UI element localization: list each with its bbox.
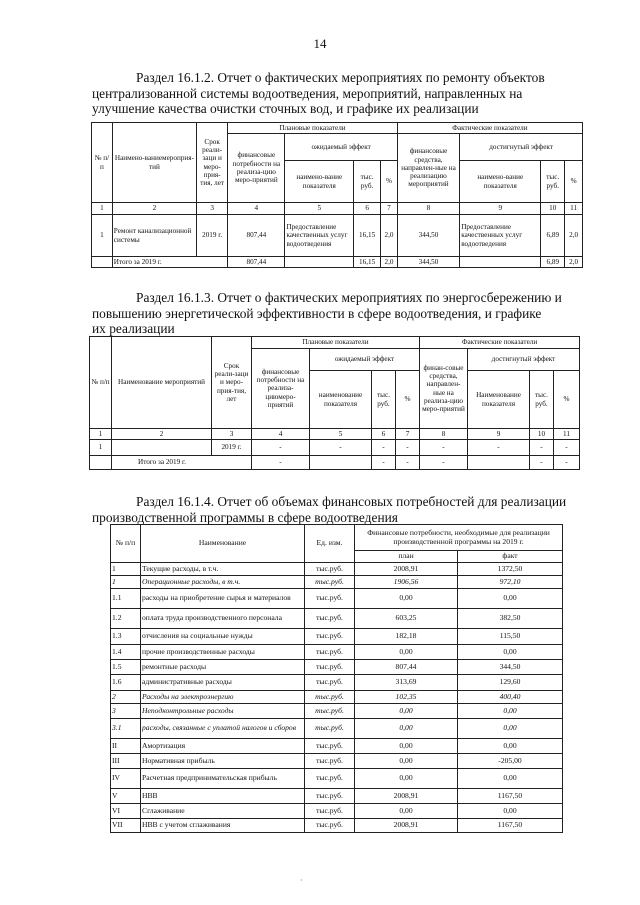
total-plan-fin: 807,44 (228, 257, 285, 268)
table-16-1-4 (110, 524, 563, 833)
column-number: 7 (381, 203, 398, 215)
cell-num: V (111, 789, 141, 804)
cell-fact: 129,60 (458, 675, 563, 691)
cell-num: 1 (90, 440, 112, 456)
cell-fact-pct: - (554, 440, 580, 456)
cell-unit: тыс.руб. (305, 645, 355, 660)
heading-line: централизованной системы водоотведения, мероприятий, направленных на (92, 85, 523, 101)
cell-unit: тыс.руб. (305, 739, 355, 754)
cell-eff-name: - (310, 440, 372, 456)
col-header-plan-fin: финансовые потребности на реализа-цию меро-приятий (228, 134, 285, 203)
column-number: 8 (420, 429, 468, 440)
column-number: 1 (90, 429, 112, 440)
col-header-plan: Плановые показатели (252, 337, 420, 349)
cell-fact: 0,00 (458, 739, 563, 754)
table-16-1-3 (89, 336, 580, 470)
col-header-fact-fin: финан-совые средства, направлен-ные на реализа-цию меро-приятий (420, 349, 468, 429)
total-fact-fin: 344,50 (397, 257, 459, 268)
page-mark: · (300, 876, 303, 885)
cell-fact-eff-name: Предоставление качественных услуг водоотведения (460, 215, 541, 257)
table-row (111, 675, 563, 691)
cell-num: 1 (92, 215, 113, 257)
heading-line: производственной программы в сфере водоотведения (92, 509, 398, 525)
col-header-fact: факт (458, 551, 563, 563)
cell-plan: 2008,91 (355, 563, 458, 576)
cell-name: Операционные расходы, в т.ч. (141, 576, 305, 589)
cell-unit: тыс.руб. (305, 629, 355, 645)
cell-plan: 0,00 (355, 754, 458, 769)
cell-unit: тыс.руб. (305, 691, 355, 704)
cell-name: Неподконтрольные расходы (141, 704, 305, 719)
cell-unit: тыс.руб. (305, 660, 355, 675)
cell-num: IV (111, 769, 141, 789)
cell-plan: 182,18 (355, 629, 458, 645)
column-number: 11 (554, 429, 580, 440)
table-row (111, 589, 563, 609)
cell-plan-fin: - (252, 440, 310, 456)
column-number: 10 (530, 429, 554, 440)
column-number: 6 (372, 429, 396, 440)
cell-plan: 0,00 (355, 804, 458, 819)
cell-name: административные расходы (141, 675, 305, 691)
total-fact-fin: - (420, 456, 468, 470)
cell-fact-eff-name: - (468, 440, 530, 456)
col-header-eff-name: наименование показателя (310, 371, 372, 429)
table-row (111, 576, 563, 589)
total-label: Итого за 2019 г. (112, 456, 252, 470)
col-header-pct: % (381, 161, 398, 203)
cell-num: 1.3 (111, 629, 141, 645)
col-header-plan-eff: ожидаемый эффект (310, 349, 420, 371)
col-header-name: Наименование мероприятий (112, 337, 212, 429)
heading-line: Раздел 16.1.4. Отчет об объемах финансовых потребностей для реализации (136, 494, 567, 509)
table-row (111, 739, 563, 754)
total-pct: 2,0 (381, 257, 398, 268)
column-number: 4 (252, 429, 310, 440)
heading-line: Раздел 16.1.3. Отчет о фактических мероприятиях по энергосбережению и (136, 290, 562, 305)
cell-num: 1.2 (111, 609, 141, 629)
cell-fact: 1167,50 (458, 819, 563, 833)
cell-plan: 603,25 (355, 609, 458, 629)
cell-name: Расходы на электроэнергию (141, 691, 305, 704)
column-number: 5 (285, 203, 354, 215)
cell-eff-val: - (372, 440, 396, 456)
cell-plan: 0,00 (355, 769, 458, 789)
col-header-plan-fin: финансовые потребности на реализа-циюмеро-приятий (252, 349, 310, 429)
column-number-row (92, 203, 583, 215)
cell-plan: 1906,56 (355, 576, 458, 589)
column-number: 6 (354, 203, 381, 215)
col-header-eff-val: тыс. руб. (372, 371, 396, 429)
col-header-eff-val: тыс. руб. (354, 161, 381, 203)
cell-fact-fin: 344,50 (397, 215, 459, 257)
heading-line: их реализации (92, 321, 175, 336)
section-16-1-3-heading (92, 290, 578, 337)
column-number-row (90, 429, 580, 440)
column-number: 10 (541, 203, 565, 215)
col-header-term: Срок реали-заци и меро-прия-тия, лет (197, 123, 228, 203)
cell-name: оплата труда производственного персонала (141, 609, 305, 629)
table-row (111, 704, 563, 719)
total-pct: - (396, 456, 420, 470)
column-number: 5 (310, 429, 372, 440)
cell-num: 1.4 (111, 645, 141, 660)
column-number: 2 (112, 429, 212, 440)
cell-eff-val: 16,15 (354, 215, 381, 257)
cell-num: 1.5 (111, 660, 141, 675)
cell-plan: 0,00 (355, 719, 458, 739)
section-16-1-4-heading (92, 494, 578, 525)
cell-fact: 344,50 (458, 660, 563, 675)
col-header-fact-eff: достигнутый эффект (468, 349, 580, 371)
cell-eff-name: Предоставление качественных услуг водоотведения (285, 215, 354, 257)
table-row (111, 645, 563, 660)
cell-plan: 2008,91 (355, 819, 458, 833)
cell-fact: 0,00 (458, 719, 563, 739)
total-row (92, 257, 583, 268)
cell-num: VII (111, 819, 141, 833)
cell-pct: - (396, 440, 420, 456)
cell-num: 3 (111, 704, 141, 719)
cell-num: 1 (111, 576, 141, 589)
cell-num: 1.6 (111, 675, 141, 691)
table-row (92, 215, 583, 257)
total-eff-val: 16,15 (354, 257, 381, 268)
table-row (111, 719, 563, 739)
cell-unit: тыс.руб. (305, 576, 355, 589)
cell-name: Расчетная предпринимательская прибыль (141, 769, 305, 789)
col-header-eff-val: тыс. руб. (541, 161, 565, 203)
col-header-pct: % (396, 371, 420, 429)
total-fact-eff-val: 6,89 (541, 257, 565, 268)
cell-fact: 115,50 (458, 629, 563, 645)
column-number: 4 (228, 203, 285, 215)
col-header-plan-eff: ожидаемый эффект (285, 134, 397, 161)
col-header-fact-eff: достигнутый эффект (460, 134, 583, 161)
cell-fact: 0,00 (458, 769, 563, 789)
cell-fact: 1167,50 (458, 789, 563, 804)
cell-num: 1.1 (111, 589, 141, 609)
col-header-term: Срок реали-заци и меро-прия-тия, лет (212, 337, 252, 429)
cell-fact-fin: - (420, 440, 468, 456)
cell-name: ремонтные расходы (141, 660, 305, 675)
col-header-needs: Финансовые потребности, необходимые для реализации производственной программы на 2019 г. (355, 525, 563, 551)
table-row (111, 609, 563, 629)
cell-unit: тыс.руб. (305, 789, 355, 804)
cell-plan: 313,69 (355, 675, 458, 691)
heading-line: Раздел 16.1.2. Отчет о фактических мероприятиях по ремонту объектов (136, 70, 545, 85)
cell-fact: 0,00 (458, 645, 563, 660)
cell-fact: -205,00 (458, 754, 563, 769)
cell-plan: 0,00 (355, 704, 458, 719)
cell-num: II (111, 739, 141, 754)
table-row (90, 440, 580, 456)
cell-unit: тыс.руб. (305, 563, 355, 576)
col-header-eff-name: наимено-вание показателя (285, 161, 354, 203)
col-header-unit: Ед. изм. (305, 525, 355, 563)
table-row (111, 660, 563, 675)
cell-plan: 0,00 (355, 739, 458, 754)
cell-name (112, 440, 212, 456)
cell-unit: тыс.руб. (305, 819, 355, 833)
section-16-1-2-heading (92, 70, 578, 117)
col-header-pct: % (554, 371, 580, 429)
total-fact-pct: 2,0 (565, 257, 583, 268)
cell-name: отчисления на социальные нужды (141, 629, 305, 645)
column-number: 9 (460, 203, 541, 215)
col-header-name: Наименование (141, 525, 305, 563)
total-eff-val: - (372, 456, 396, 470)
cell-fact: 0,00 (458, 704, 563, 719)
total-row (90, 456, 580, 470)
col-header-fact-eff-name: Наименование показателя (468, 371, 530, 429)
col-header-fact: Фактические показатели (420, 337, 580, 349)
cell-name: НВВ (141, 789, 305, 804)
cell-name: расходы, связанные с уплатой налогов и сборов (141, 719, 305, 739)
cell-num: 1 (111, 563, 141, 576)
col-header-plan: Плановые показатели (228, 123, 398, 134)
table-row (111, 769, 563, 789)
col-header-fact-eff-name: наимено-вание показателя (460, 161, 541, 203)
table-16-1-2 (91, 122, 583, 268)
heading-line: повышению энергетической эффективности в сфере водоотведения, и графике (92, 305, 542, 321)
column-number: 8 (397, 203, 459, 215)
cell-unit: тыс.руб. (305, 589, 355, 609)
cell-fact: 0,00 (458, 589, 563, 609)
col-header-num: № п/п (90, 337, 112, 429)
cell-plan: 0,00 (355, 589, 458, 609)
cell-fact-pct: 2,0 (565, 215, 583, 257)
total-plan-fin: - (252, 456, 310, 470)
heading-line: улучшение качества очистки сточных вод, и графике их реализации (92, 101, 479, 116)
cell-plan: 807,44 (355, 660, 458, 675)
cell-pct: 2,0 (381, 215, 398, 257)
table-row (111, 629, 563, 645)
cell-fact: 400,40 (458, 691, 563, 704)
column-number: 2 (112, 203, 196, 215)
cell-name: Амортизация (141, 739, 305, 754)
page-number: 14 (313, 36, 327, 51)
col-header-fact: Фактические показатели (397, 123, 582, 134)
cell-name: Ремонт канализационной системы (112, 215, 196, 257)
table-row (111, 563, 563, 576)
column-number: 1 (92, 203, 113, 215)
col-header-num: № п/п (92, 123, 113, 203)
cell-name: прочие производственные расходы (141, 645, 305, 660)
cell-fact: 382,50 (458, 609, 563, 629)
col-header-plan: план (355, 551, 458, 563)
column-number: 3 (212, 429, 252, 440)
col-header-fact-fin: финансовые средства, направлен-ные на реализацию мероприятий (397, 134, 459, 203)
cell-unit: тыс.руб. (305, 754, 355, 769)
cell-name: Текущие расходы, в т.ч. (141, 563, 305, 576)
cell-unit: тыс.руб. (305, 804, 355, 819)
table-row (111, 754, 563, 769)
cell-fact: 0,00 (458, 804, 563, 819)
cell-unit: тыс.руб. (305, 675, 355, 691)
cell-num: VI (111, 804, 141, 819)
table-row (111, 789, 563, 804)
col-header-num: № п/п (111, 525, 141, 563)
cell-plan-fin: 807,44 (228, 215, 285, 257)
column-number: 3 (197, 203, 228, 215)
cell-num: 2 (111, 691, 141, 704)
col-header-eff-val: тыс. руб. (530, 371, 554, 429)
cell-fact-eff-val: 6,89 (541, 215, 565, 257)
total-fact-eff-val: - (530, 456, 554, 470)
cell-unit: тыс.руб. (305, 769, 355, 789)
table-row (111, 819, 563, 833)
col-header-name: Наимено-ваниемероприя-тий (112, 123, 196, 203)
cell-term: 2019 г. (212, 440, 252, 456)
cell-name: НВВ с учетом сглаживания (141, 819, 305, 833)
cell-plan: 2008,91 (355, 789, 458, 804)
total-fact-pct: - (554, 456, 580, 470)
cell-unit: тыс.руб. (305, 704, 355, 719)
cell-fact-eff-val: - (530, 440, 554, 456)
column-number: 11 (565, 203, 583, 215)
cell-plan: 0,00 (355, 645, 458, 660)
column-number: 9 (468, 429, 530, 440)
total-label: Итого за 2019 г. (112, 257, 227, 268)
table-row (111, 804, 563, 819)
cell-num: 3.1 (111, 719, 141, 739)
cell-unit: тыс.руб. (305, 719, 355, 739)
cell-fact: 1372,50 (458, 563, 563, 576)
cell-fact: 972,10 (458, 576, 563, 589)
col-header-pct: % (565, 161, 583, 203)
table-row (111, 691, 563, 704)
column-number: 7 (396, 429, 420, 440)
cell-name: Сглаживание (141, 804, 305, 819)
cell-plan: 102,35 (355, 691, 458, 704)
cell-term: 2019 г. (197, 215, 228, 257)
cell-name: Нормативная прибыль (141, 754, 305, 769)
cell-name: расходы на приобретение сырья и материалов (141, 589, 305, 609)
cell-unit: тыс.руб. (305, 609, 355, 629)
cell-num: III (111, 754, 141, 769)
